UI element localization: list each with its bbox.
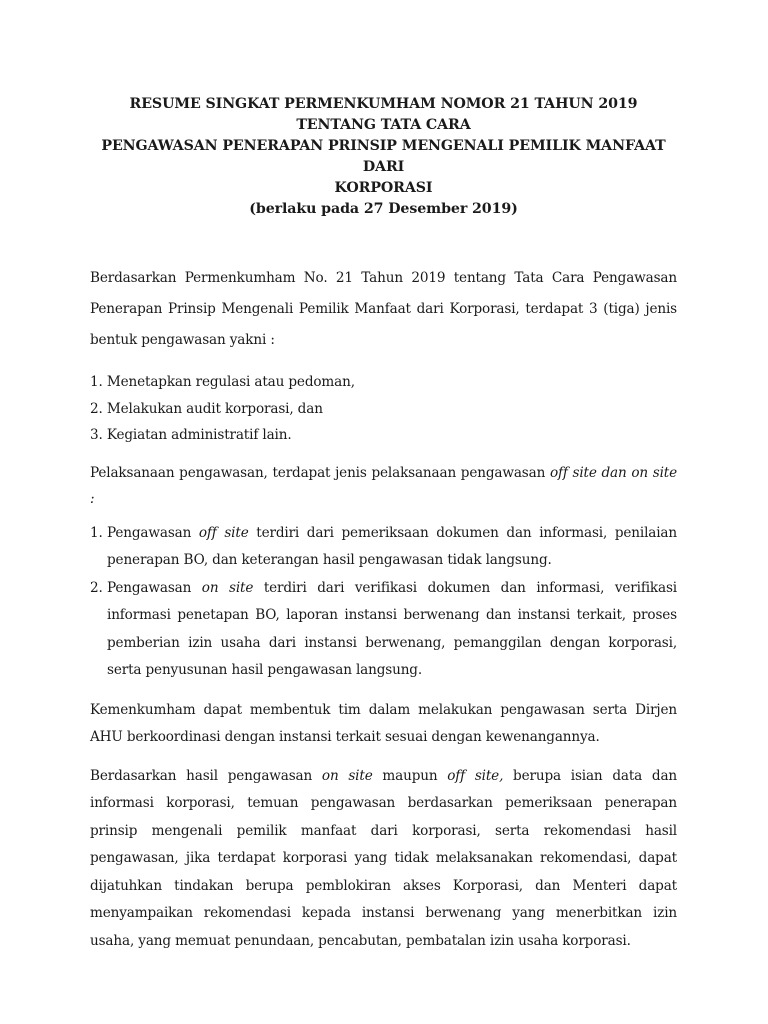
list-item-prefix: Pengawasan xyxy=(107,524,199,541)
title-line-3: KORPORASI xyxy=(334,180,433,196)
list-item: 2. Melakukan audit korporasi, dan xyxy=(90,400,323,417)
result-term-off-site: off site, xyxy=(447,767,504,784)
title-line-1: RESUME SINGKAT PERMENKUMHAM NOMOR 21 TAHUN 2019 TENTANG TATA CARA xyxy=(129,96,638,133)
list-item: 3. Kegiatan administratif lain. xyxy=(90,427,292,443)
result-term-on-site: on site xyxy=(321,767,373,784)
list-item-text: terdiri dari verifikasi dokumen dan informasi, verifikasi informasi penetapan BO, laporan instansi berwenang dan instansi terkait, proses pemberian izin usaha dari instansi berwenang, pemanggilan dengan korporasi, serta penyusunan hasil pengawasan langsung. xyxy=(107,579,677,678)
result-paragraph xyxy=(90,763,677,956)
list-item xyxy=(90,575,677,685)
list-item-prefix: Pengawasan xyxy=(107,579,202,596)
implementation-lead-term: off site dan on site : xyxy=(90,464,677,507)
implementation-list xyxy=(90,520,677,685)
list-item xyxy=(90,520,677,575)
list-item-term: off site xyxy=(198,524,249,541)
list-item-text: terdiri dari pemeriksaan dokumen dan informasi, penilaian penerapan BO, dan keterangan hasil pengawasan tidak langsung. xyxy=(107,524,677,568)
list-item-number: 1. xyxy=(90,524,103,541)
list-item: 1. Menetapkan regulasi atau pedoman, xyxy=(90,374,355,390)
title-line-2: PENGAWASAN PENERAPAN PRINSIP MENGENALI PEMILIK MANFAAT DARI xyxy=(101,138,666,175)
document-body xyxy=(90,263,677,955)
result-text-part: berupa isian data dan informasi korporasi, temuan pengawasan berdasarkan pemeriksaan penerapan prinsip mengenali pemilik manfaat dari korporasi, serta rekomendasi hasil pengawasan, jika terdapat korporasi yang tidak melaksanakan rekomendasi, dapat dijatuhkan tindakan berupa pemblokiran akses Korporasi, dan Menteri dapat menyampaikan rekomendasi kepada instansi berwenang yang menerbitkan izin usaha, yang memuat penundaan, pencabutan, pembatalan izin usaha korporasi. xyxy=(90,767,678,949)
result-text-part: Berdasarkan hasil pengawasan xyxy=(90,767,322,784)
result-text-part: maupun xyxy=(372,767,448,784)
implementation-lead xyxy=(90,460,677,512)
team-paragraph: Kemenkumham dapat membentuk tim dalam melakukan pengawasan serta Dirjen AHU berkoordinasi dengan instansi terkait sesuai dengan kewenangannya. xyxy=(90,701,677,745)
list-item-number: 2. xyxy=(90,579,103,596)
list-item-term: on site xyxy=(201,579,254,596)
intro-paragraph: Berdasarkan Permenkumham No. 21 Tahun 2019 tentang Tata Cara Pengawasan Penerapan Prinsip Mengenali Pemilik Manfaat dari Korporasi, terdapat 3 (tiga) jenis bentuk pengawasan yakni : xyxy=(90,270,677,348)
document-title xyxy=(90,94,677,220)
implementation-lead-text: Pelaksanaan pengawasan, terdapat jenis pelaksanaan pengawasan xyxy=(90,464,550,481)
effective-date-subtitle: (berlaku pada 27 Desember 2019) xyxy=(249,201,518,217)
supervision-forms-list xyxy=(90,369,677,449)
